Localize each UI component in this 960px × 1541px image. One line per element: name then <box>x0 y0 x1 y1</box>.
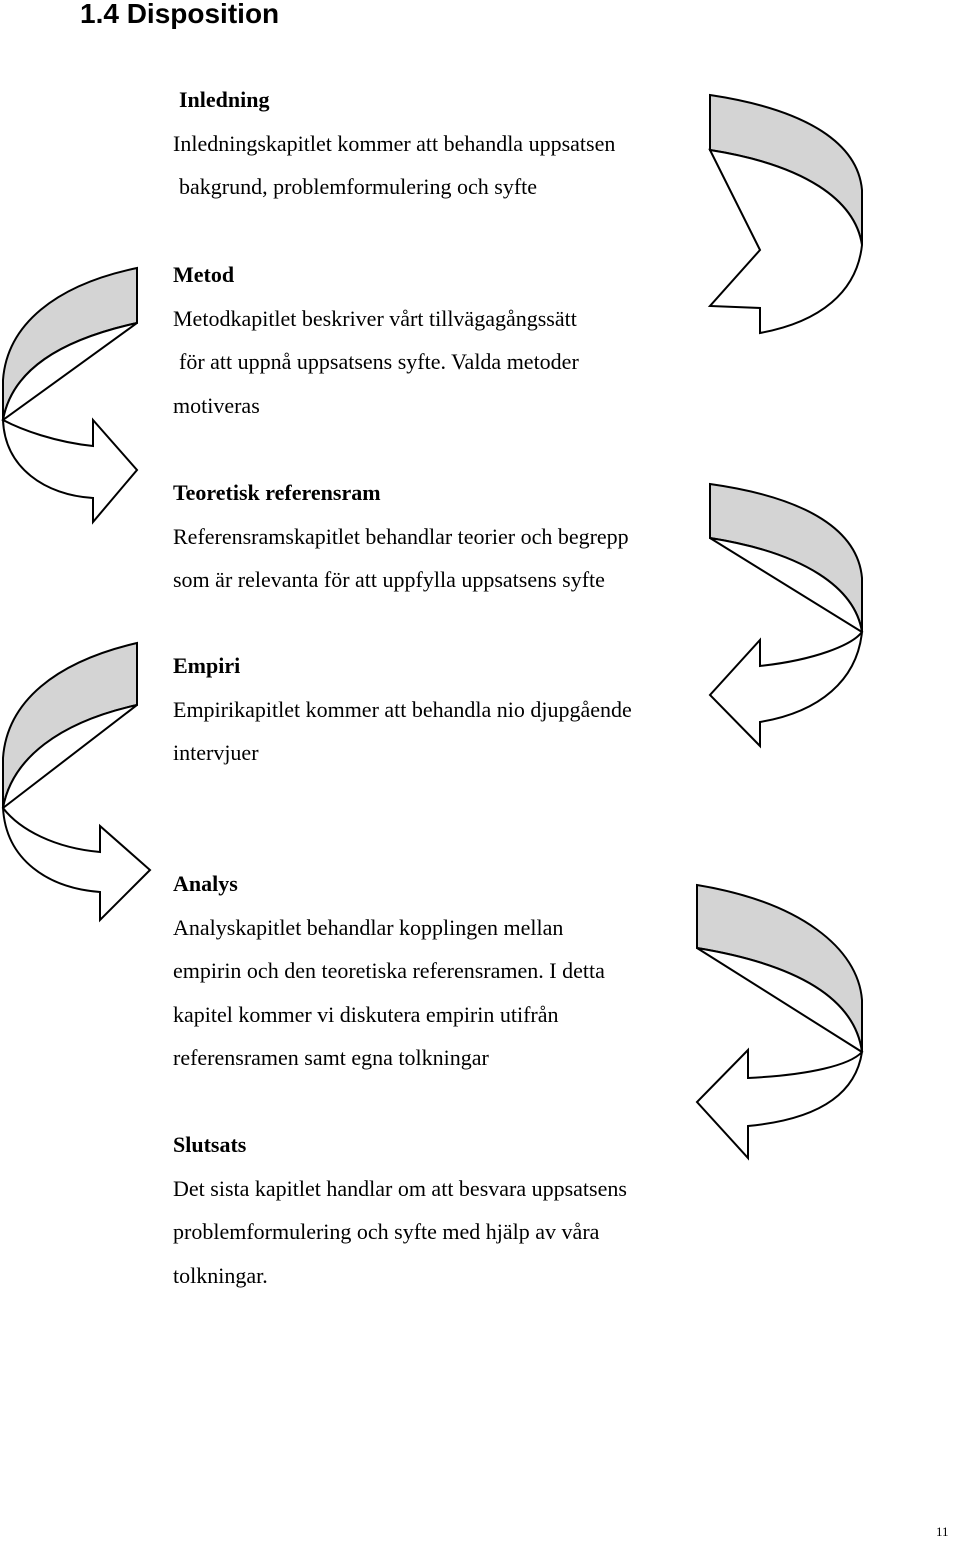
section-text-line: kapitel kommer vi diskutera empirin utifrån <box>173 1001 559 1027</box>
section-title: Empiri <box>173 653 241 678</box>
section-text-line: intervjuer <box>173 740 259 765</box>
section-slutsats <box>173 1123 627 1297</box>
section-title: Inledning <box>179 87 270 112</box>
section-text-line: Referensramskapitlet behandlar teorier och begrepp <box>173 523 629 549</box>
section-heading: 1.4 Disposition <box>80 0 280 29</box>
section-title: Teoretisk referensram <box>173 480 381 505</box>
curved-arrow-left-to-right-icon <box>3 268 137 522</box>
section-text-line: för att uppnå uppsatsens syfte. Valda metoder <box>179 349 579 374</box>
section-text-line: Analyskapitlet behandlar kopplingen mellan <box>173 914 564 940</box>
section-text-line: Inledningskapitlet kommer att behandla uppsatsen <box>173 130 616 156</box>
section-metod <box>173 253 579 427</box>
section-text-line: empirin och den teoretiska referensramen. I detta <box>173 958 605 983</box>
section-text-line: Empirikapitlet kommer att behandla nio djupgående <box>173 696 632 722</box>
section-teoretisk-referensram <box>173 471 629 602</box>
section-title: Metod <box>173 262 235 287</box>
curved-arrow-right-to-left-icon <box>697 885 862 1158</box>
section-text-line: Metodkapitlet beskriver vårt tillvägagångssätt <box>173 305 577 331</box>
page-number: 11 <box>936 1524 949 1539</box>
section-text-line: Det sista kapitlet handlar om att besvara uppsatsens <box>173 1175 627 1201</box>
section-title: Slutsats <box>173 1132 247 1157</box>
section-text-line: bakgrund, problemformulering och syfte <box>179 174 538 199</box>
section-text-line: problemformulering och syfte med hjälp av våra <box>173 1219 600 1244</box>
curved-arrow-right-to-left-icon <box>710 95 862 333</box>
section-empiri <box>173 644 632 775</box>
section-text-line: tolkningar. <box>173 1262 268 1288</box>
curved-arrow-right-to-left-icon <box>710 484 862 746</box>
section-text-line: som är relevanta för att uppfylla uppsatsens syfte <box>173 567 605 592</box>
section-inledning <box>173 78 615 209</box>
section-text-line: referensramen samt egna tolkningar <box>173 1045 489 1070</box>
section-title: Analys <box>173 871 238 896</box>
curved-arrow-left-to-right-icon <box>3 643 150 920</box>
section-text-line: motiveras <box>173 392 260 418</box>
section-analys <box>173 862 605 1080</box>
